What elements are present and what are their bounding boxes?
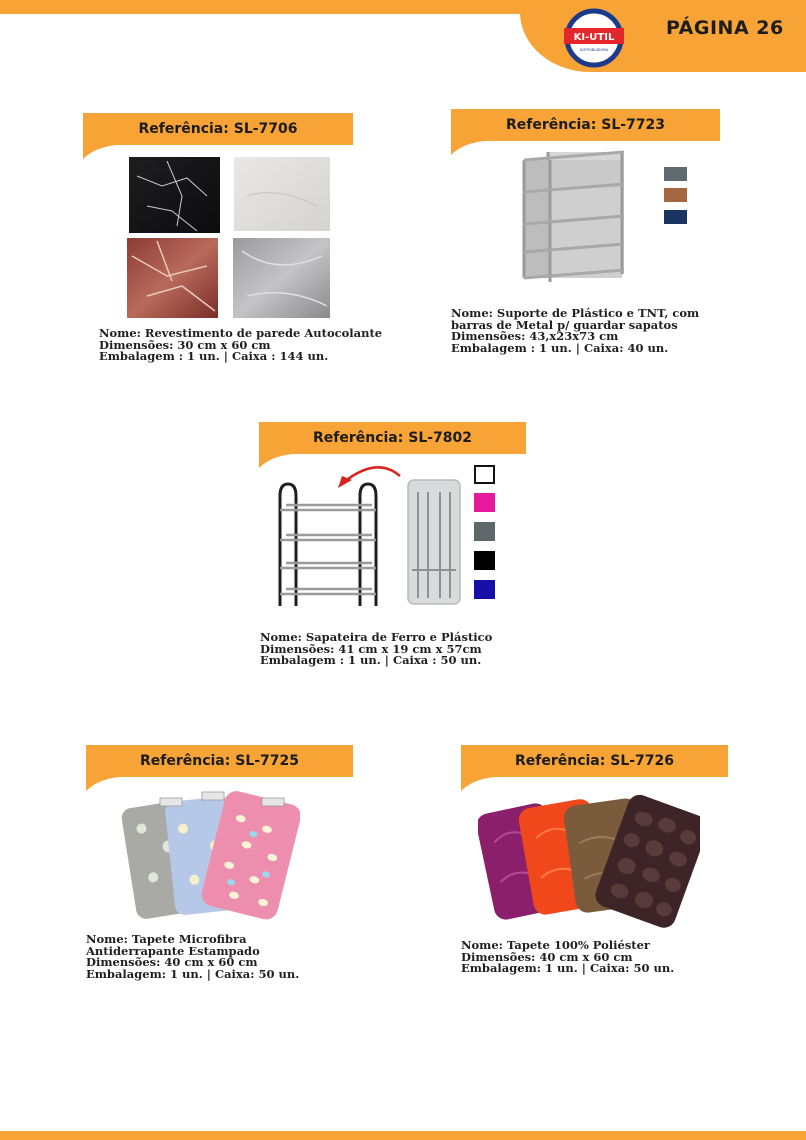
- ki-util-logo: [563, 7, 625, 69]
- color-swatch: [474, 580, 495, 599]
- fabric-shoe-rack-image: [520, 148, 632, 282]
- description-line: Nome: Suporte de Plástico e TNT, com: [451, 306, 700, 320]
- footer-band: [0, 1131, 806, 1140]
- product-description: [260, 632, 492, 667]
- product-description: [451, 308, 699, 354]
- reference-label: Referência: SL-7802: [312, 430, 473, 446]
- logo-text: KI-UTIL: [573, 32, 615, 43]
- reference-banner: [83, 113, 353, 159]
- product-description: [86, 934, 299, 980]
- description-line: Antiderrapante Estampado: [86, 943, 260, 958]
- description-line: Dimensões: 40 cm x 60 cm: [86, 955, 258, 969]
- description-line: Dimensões: 41 cm x 19 cm x 57cm: [260, 641, 482, 656]
- logo-subtext: DISTRIBUIDORA: [579, 48, 609, 52]
- description-line: Dimensões: 30 cm x 60 cm: [99, 337, 271, 352]
- description-line: Embalagem: 1 un. | Caixa: 50 un.: [461, 961, 675, 975]
- color-swatch: [664, 210, 687, 224]
- reference-label: Referência: SL-7706: [138, 121, 298, 137]
- reference-label: Referência: SL-7723: [505, 117, 666, 133]
- metal-shoe-rack-image: [272, 458, 462, 610]
- microfiber-mats-image: [120, 786, 300, 924]
- product-description: [461, 940, 674, 975]
- description-line: Nome: Revestimento de parede Autocolante: [99, 326, 383, 340]
- description-line: Embalagem: 1 un. | Caixa: 50 un.: [86, 966, 300, 981]
- description-line: Dimensões: 43,x23x73 cm: [451, 329, 619, 343]
- color-swatch: [474, 522, 495, 541]
- description-line: Nome: Tapete 100% Poliéster: [461, 938, 650, 952]
- reference-label: Referência: SL-7726: [514, 753, 675, 769]
- description-line: Embalagem : 1 un. | Caixa : 50 un.: [260, 653, 482, 667]
- color-swatch: [474, 551, 495, 570]
- page-number: PÁGINA 26: [666, 17, 784, 39]
- color-swatch: [664, 167, 687, 181]
- description-line: barras de Metal p/ guardar sapatos: [451, 317, 678, 332]
- reference-label: Referência: SL-7725: [139, 753, 300, 769]
- reference-banner: [461, 745, 728, 791]
- color-swatch: [664, 188, 687, 202]
- color-swatch: [474, 465, 495, 484]
- description-line: Nome: Tapete Microfibra: [86, 932, 247, 946]
- polyester-mats-image: [478, 788, 700, 930]
- color-swatch: [474, 493, 495, 512]
- product-description: [99, 328, 382, 363]
- description-line: Dimensões: 40 cm x 60 cm: [461, 949, 633, 964]
- description-line: Embalagem : 1 un. | Caixa: 40 un.: [451, 340, 669, 355]
- description-line: Nome: Sapateira de Ferro e Plástico: [260, 630, 493, 644]
- description-line: Embalagem : 1 un. | Caixa : 144 un.: [99, 349, 329, 363]
- reference-banner: [86, 745, 353, 791]
- marble-tiles-image: [127, 156, 331, 320]
